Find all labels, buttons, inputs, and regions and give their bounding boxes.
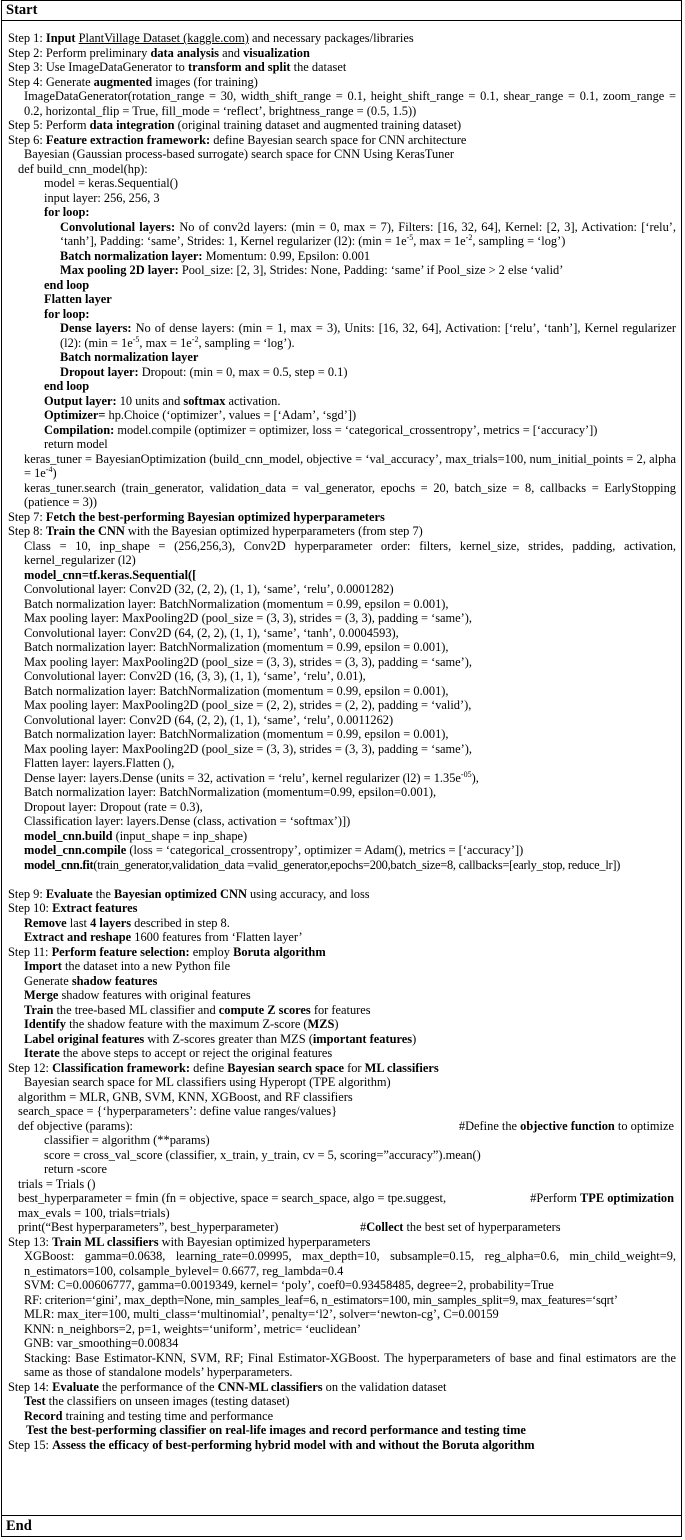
step-2: Step 2: Perform preliminary data analysis and visualization: [8, 45, 310, 60]
code-line: Import the dataset into a new Python file: [24, 959, 231, 973]
conv-layers: Convolutional layers: No of conv2d layers: (min = 0, max = 7), Filters: [16, 32, 64], Kernel: [2, 3], Activation: [‘relu’, ‘tanh’], Padding: ‘same’, Strides: 1, Kernel regularizer (l2): ($\min = 1e^{-5}$, $\max = 1e^{-2}$, sampling = ‘log’): [60, 219, 676, 248]
code-line: trials = Trials (): [18, 1176, 96, 1191]
code-line: Max pooling 2D layer: Pool_size: [2, 3], Strides: None, Padding: ‘same’ if Pool_size > 2 else ‘valid’: [60, 263, 564, 277]
gnb-params: GNB: var_smoothing=0.00834: [24, 1336, 179, 1350]
cnn-layer-line: Max pooling layer: MaxPooling2D (pool_size = (3, 3), strides = (3, 3), padding = ‘same’),: [24, 654, 473, 669]
code-line: Test the best-performing classifier on real-life images and record performance and testing time: [26, 1423, 526, 1437]
cnn-layer-line: Classification layer: layers.Dense (class, activation = ‘softmax’)]): [24, 814, 351, 828]
code-line: print(“Best hyperparameters”, best_hyperparameter) #Collect the best set of hyperparameters: [18, 1220, 561, 1234]
step-13: Step 13: Train ML classifiers with Bayesian optimized hyperparameters: [8, 1234, 371, 1249]
keras-tuner-search: keras_tuner.search (train_generator, validation_data = val_generator, epochs = 20, batch_size = 8, callbacks = EarlyStopping (patience = 3)): [24, 480, 676, 509]
mlr-params: MLR: max_iter=100, multi_class=‘multinomial’, penalty=‘l2’, solver=‘newton-cg’, C=0.00159: [24, 1307, 499, 1321]
code-line: model_cnn.compile (loss = ‘categorical_crossentropy’, optimizer = Adam(), metrics = [‘accuracy’]): [24, 843, 524, 857]
code-line: Batch normalization layer: Momentum: 0.99, Epsilon: 0.001: [60, 248, 371, 263]
spacer: [8, 872, 676, 887]
keras-tuner: keras_tuner = BayesianOptimization (build_cnn_model, objective = ‘val_accuracy’, max_trials=100, num_initial_points = 2, alpha = $1e^{-4}$): [24, 451, 676, 480]
step-10: Step 10: Extract features: [8, 901, 138, 915]
code-line: Bayesian search space for ML classifiers using Hyperopt (TPE algorithm): [24, 1075, 391, 1089]
code-line: Output layer: 10 units and softmax activation.: [44, 393, 281, 408]
dense-layers: Dense layers: No of dense layers: (min = 1, max = 3), Units: [16, 32, 64], Activation: [‘relu’, ‘tanh’], Kernel regularizer (l2): ($\min = 1e^{-5}$, $\max = 1e^{-2}$, sampling = ‘log’).: [60, 321, 676, 350]
code-line: score = cross_val_score (classifier, x_train, y_train, cv = 5, scoring=”accuracy”).mean(): [44, 1147, 481, 1162]
stacking-params: Stacking: Base Estimator-KNN, SVM, RF; Final Estimator-XGBoost. The hyperparameters of base and final estimators are the same as those of standalone models’ hyperparameters.: [24, 1350, 676, 1379]
cnn-layer-line: Max pooling layer: MaxPooling2D (pool_size = (2, 2), strides = (2, 2), padding = ‘valid’),: [24, 698, 472, 712]
step-9: Step 9: Evaluate the Bayesian optimized CNN using accuracy, and loss: [8, 886, 370, 901]
code-line: Optimizer= hp.Choice (‘optimizer’, values = [‘Adam’, ‘sgd’]): [44, 408, 357, 422]
start-label: Start: [6, 2, 38, 18]
code-line: for loop:: [44, 306, 90, 321]
code-line: classifier = algorithm (**params): [44, 1133, 210, 1147]
code-line: Record training and testing time and performance: [24, 1408, 274, 1423]
step-6-desc: Bayesian (Gaussian process-based surrogate) search space for CNN Using KerasTuner: [24, 147, 454, 161]
algorithm-steps: [8, 31, 676, 1452]
step-3: Step 3: Use ImageDataGenerator to transform and split the dataset: [8, 60, 347, 74]
cnn-layer-line: Batch normalization layer: BatchNormalization (momentum = 0.99, epsilon = 0.001),: [24, 596, 449, 611]
code-line: Batch normalization layer: [60, 350, 199, 364]
code-line: end loop: [44, 379, 90, 393]
rf-params: RF: criterion=‘gini’, max_depth=None, min_samples_leaf=6, n_estimators=100, min_samples_split=9, max_features=‘sqrt’: [24, 1292, 618, 1307]
top-divider: [1, 20, 682, 21]
cnn-layer-line: Batch normalization layer: BatchNormalization (momentum = 0.99, epsilon = 0.001),: [24, 640, 449, 654]
code-line: Compilation: model.compile (optimizer = optimizer, loss = ‘categorical_crossentropy’, metrics = [‘accuracy’]): [44, 422, 598, 437]
code-line: Iterate the above steps to accept or reject the original features: [24, 1046, 333, 1060]
code-line: Label original features with Z-scores greater than MZS (important features): [24, 1031, 417, 1046]
step-12: Step 12: Classification framework: define Bayesian search space for ML classifiers: [8, 1060, 439, 1075]
code-line: Merge shadow features with original features: [24, 988, 251, 1002]
cnn-layer-line: Flatten layer: layers.Flatten (),: [24, 756, 175, 770]
code-line: Train the tree-based ML classifier and compute Z scores for features: [24, 1002, 371, 1017]
code-line: model_cnn.fit(train_generator,validation_data =valid_generator,epochs=200,batch_size=8, callbacks=[early_stop, reduce_lr]): [24, 857, 621, 872]
end-label: End: [6, 1518, 32, 1534]
step-8: Step 8: Train the CNN with the Bayesian optimized hyperparameters (from step 7): [8, 524, 423, 538]
step-4: Step 4: Generate augmented images (for training): [8, 74, 258, 89]
cnn-layer-line: Convolutional layer: Conv2D (32, (2, 2), (1, 1), ‘same’, ‘relu’, 0.0001282): [24, 582, 394, 596]
step-11: Step 11: Perform feature selection: employ Boruta algorithm: [8, 944, 326, 959]
step-5: Step 5: Perform data integration (original training dataset and augmented training dataset): [8, 118, 462, 132]
code-line: model_cnn.build (input_shape = inp_shape): [24, 828, 248, 843]
svm-params: SVM: C=0.00606777, gamma=0.0019349, kernel= ‘poly’, coef0=0.93458485, degree=2, probability=True: [24, 1278, 554, 1292]
cnn-layer-line: Convolutional layer: Conv2D (16, (3, 3), (1, 1), ‘same’, ‘relu’, 0.01),: [24, 669, 366, 683]
code-line: algorithm = MLR, GNB, SVM, KNN, XGBoost, and RF classifiers: [18, 1089, 353, 1104]
code-line: end loop: [44, 277, 90, 292]
image-data-generator: ImageDataGenerator(rotation_range = 30, width_shift_range = 0.1, height_shift_range = 0.1, shear_range = 0.1, zoom_range = 0.2, horizontal_flip = True, fill_mode = ‘reflect’, brightness_range = (0.5, 1.5)): [24, 89, 676, 118]
bottom-divider: [1, 1515, 682, 1516]
step-1: Step 1: Input PlantVillage Dataset (kaggle.com) and necessary packages/libraries: [8, 31, 414, 45]
step-7: Step 7: Fetch the best-performing Bayesian optimized hyperparameters: [8, 509, 385, 524]
code-line: input layer: 256, 256, 3: [44, 190, 160, 205]
step-6: Step 6: Feature extraction framework: define Bayesian search space for CNN architecture: [8, 132, 467, 147]
code-line: Identify the shadow feature with the maximum Z-score (MZS): [24, 1017, 339, 1031]
cnn-layer-line: Dropout layer: Dropout (rate = 0.3),: [24, 799, 203, 814]
cnn-layers: [8, 582, 676, 771]
code-line: return model: [44, 437, 108, 451]
code-line: best_hyperparameter = fmin (fn = objective, space = search_space, algo = tpe.suggest, #Perform TPE optimization: [18, 1191, 674, 1205]
code-line: max_evals = 100, trials=trials): [18, 1205, 170, 1220]
cnn-layer-line: Max pooling layer: MaxPooling2D (pool_size = (3, 3), strides = (3, 3), padding = ‘same’),: [24, 741, 473, 756]
cnn-layer-line: Convolutional layer: Conv2D (64, (2, 2), (1, 1), ‘same’, ‘relu’, 0.0011262): [24, 712, 394, 727]
code-line: def objective (params): #Define the objective function to optimize: [18, 1118, 674, 1133]
dense-line: Dense layer: layers.Dense (units = 32, activation = ‘relu’, kernel regularizer $(l2) = 1.35e^{-05}$),: [24, 769, 479, 785]
dataset-link[interactable]: PlantVillage Dataset (kaggle.com): [78, 31, 249, 45]
cnn-layer-line: Max pooling layer: MaxPooling2D (pool_size = (3, 3), strides = (3, 3), padding = ‘same’),: [24, 611, 473, 625]
code-line: Generate shadow features: [24, 973, 158, 988]
code-line: for loop:: [44, 205, 90, 219]
code-line: model = keras.Sequential(): [44, 176, 178, 190]
knn-params: KNN: n_neighbors=2, p=1, weights=‘uniform’, metric= ‘euclidean’: [24, 1321, 361, 1336]
step-6-def: def build_cnn_model(hp):: [18, 161, 148, 176]
cnn-layer-line: Batch normalization layer: BatchNormalization (momentum = 0.99, epsilon = 0.001),: [24, 683, 449, 698]
cnn-layer-line: Convolutional layer: Conv2D (64, (2, 2), (1, 1), ‘same’, ‘tanh’, 0.0004593),: [24, 625, 399, 640]
step-15: Step 15: Assess the efficacy of best-performing hybrid model with and without the Boruta algorithm: [8, 1437, 535, 1452]
code-line: return -score: [44, 1162, 107, 1176]
step-8-desc: Class = 10, inp_shape = (256,256,3), Conv2D hyperparameter order: filters, kernel_size, strides, padding, activation, kernel_regularizer (l2): [24, 538, 676, 567]
code-line: Flatten layer: [44, 292, 112, 306]
cnn-layer-line: Batch normalization layer: BatchNormalization (momentum=0.99, epsilon=0.001),: [24, 785, 437, 799]
code-line: Remove last 4 layers described in step 8.: [24, 915, 230, 930]
code-line: Test the classifiers on unseen images (testing dataset): [24, 1394, 290, 1408]
xgboost-params: XGBoost: gamma=0.0638, learning_rate=0.09995, max_depth=10, subsample=0.15, reg_alpha=0.6, min_child_weight=9, n_estimators=100, colsample_bylevel= 0.6677, reg_lambda=0.4: [24, 1249, 676, 1278]
code-line: Extract and reshape 1600 features from ‘Flatten layer’: [24, 930, 303, 944]
cnn-layer-line: Batch normalization layer: BatchNormalization (momentum = 0.99, epsilon = 0.001),: [24, 727, 449, 741]
code-line: model_cnn=tf.keras.Sequential([: [24, 567, 197, 582]
code-line: search_space = {‘hyperparameters’: define value ranges/values}: [18, 1104, 338, 1118]
step-14: Step 14: Evaluate the performance of the CNN-ML classifiers on the validation dataset: [8, 1379, 447, 1394]
code-line: Dropout layer: Dropout: (min = 0, max = 0.5, step = 0.1): [60, 364, 348, 379]
